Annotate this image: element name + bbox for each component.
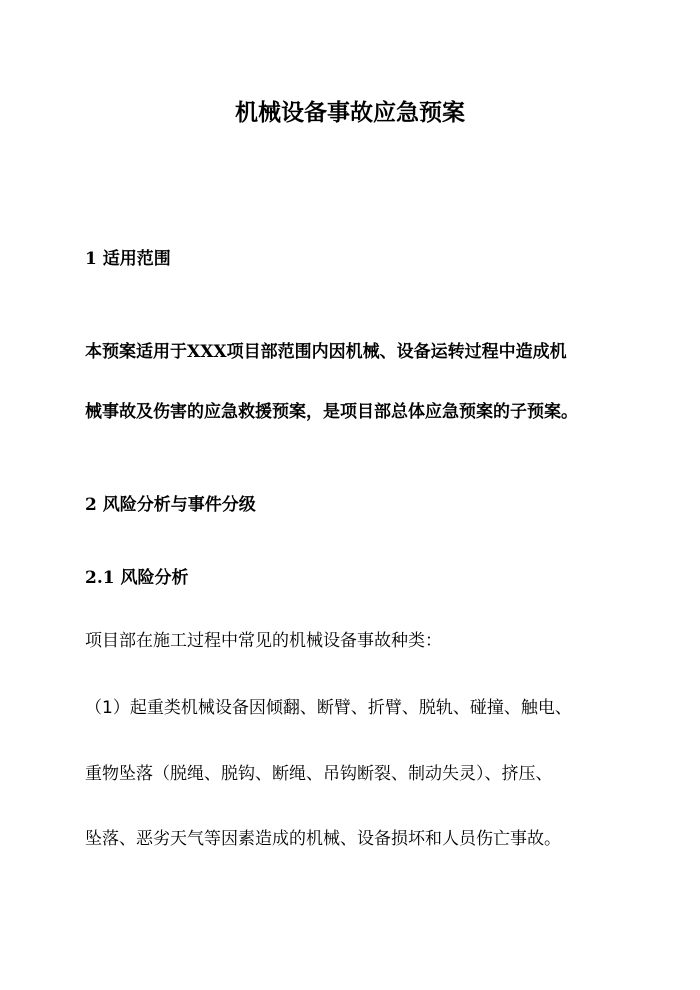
document-title: 机械设备事故应急预案: [235, 99, 465, 126]
subsection-2-1-item-line-3: 坠落、恶劣天气等因素造成的机械、设备损坏和人员伤亡事故。: [85, 829, 561, 849]
subsection-2-1-item-line-1: （1）起重类机械设备因倾翻、断臂、折臂、脱轨、碰撞、触电、: [85, 698, 572, 718]
section-1-paragraph-line-1: 本预案适用于XXX项目部范围内因机械、设备运转过程中造成机: [85, 342, 567, 362]
section-2-heading: 2 风险分析与事件分级: [85, 495, 256, 515]
subsection-2-1-heading: 2.1 风险分析: [85, 568, 189, 588]
section-1-paragraph-line-2: 械事故及伤害的应急救援预案，是项目部总体应急预案的子预案。: [85, 402, 578, 422]
subsection-2-1-intro: 项目部在施工过程中常见的机械设备事故种类：: [85, 631, 442, 651]
section-1-heading: 1 适用范围: [85, 249, 171, 269]
subsection-2-1-item-line-2: 重物坠落（脱绳、脱钩、断绳、吊钩断裂、制动失灵）、挤压、: [85, 764, 553, 784]
